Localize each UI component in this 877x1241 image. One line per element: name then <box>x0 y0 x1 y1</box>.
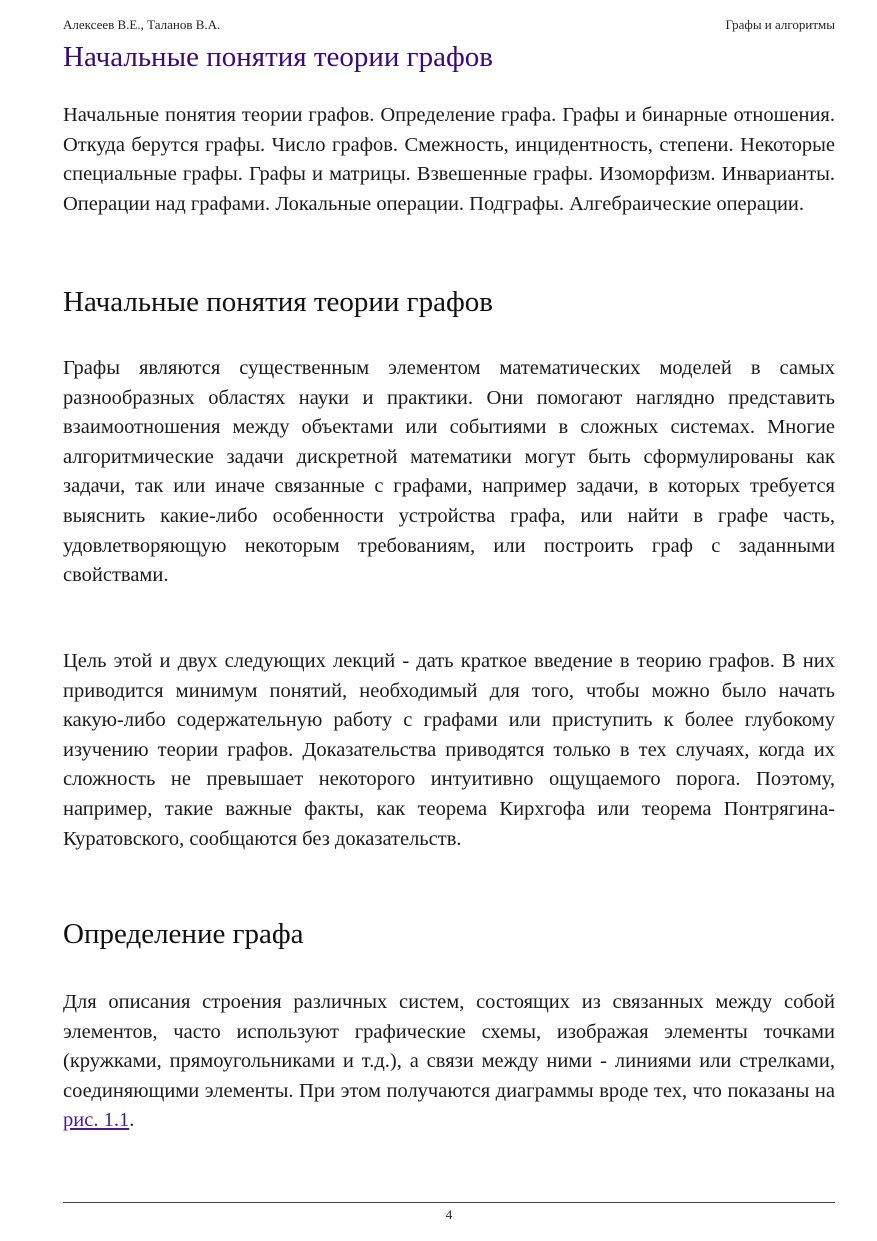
header-authors: Алексеев В.Е., Таланов В.А. <box>63 17 221 32</box>
section-heading-graph-definition: Определение графа <box>63 918 304 950</box>
paragraph-lecture-goal: Цель этой и двух следующих лекций - дать краткое введение в теорию графов. В них приводится минимум понятий, необходимый для того, чтобы можно было начать какую-либо содержательную работу с графами или приступить к более глубокому изучению теории графов. Доказательства приводятся только в тех случаях, когда их сложность не превышает некоторого интуитивно ощущаемого порога. Поэтому, например, такие важные факты, как теорема Кирхгофа или теорема Понтрягина-Куратовского, сообщаются без доказательств. <box>63 650 835 850</box>
page-number: 4 <box>445 1207 453 1222</box>
paragraph-graph-definition-end: . <box>129 1109 135 1132</box>
document-page <box>63 0 835 1241</box>
lecture-summary: Начальные понятия теории графов. Определение графа. Графы и бинарные отношения. Откуда берутся графы. Число графов. Смежность, инцидентность, степени. Некоторые специальные графы. Графы и матрицы. Взвешенные графы. Изоморфизм. Инварианты. Операции над графами. Локальные операции. Подграфы. Алгебраические операции. <box>63 104 835 215</box>
paragraph-graph-definition <box>63 988 835 1136</box>
paragraph-graphs-importance: Графы являются существенным элементом математических моделей в самых разнообразных областях науки и практики. Они помогают наглядно представить взаимоотношения между объектами или событиями в сложных системах. Многие алгоритмические задачи дискретной математики могут быть сформулированы как задачи, так или иначе связанные с графами, например задачи, в которых требуется выяснить какие-либо особенности устройства графа, или найти в графе часть, удовлетворяющую некоторым требованиям, или построить граф с заданными свойствами. <box>63 357 835 587</box>
lecture-title: Начальные понятия теории графов <box>63 41 493 73</box>
section-heading-basic-concepts: Начальные понятия теории графов <box>63 286 493 318</box>
paragraph-graph-definition-text: Для описания строения различных систем, состоящих из связанных между собой элементов, часто используют графические схемы, изображая элементы точками (кружками, прямоугольниками и т.д.), а связи между ними - линиями или стрелками, соединяющими элементы. При этом получаются диаграммы вроде тех, что показаны на <box>63 991 835 1102</box>
header-book-title: Графы и алгоритмы <box>725 17 835 32</box>
footer-divider <box>63 1202 835 1203</box>
figure-link[interactable]: рис. 1.1 <box>63 1109 130 1132</box>
